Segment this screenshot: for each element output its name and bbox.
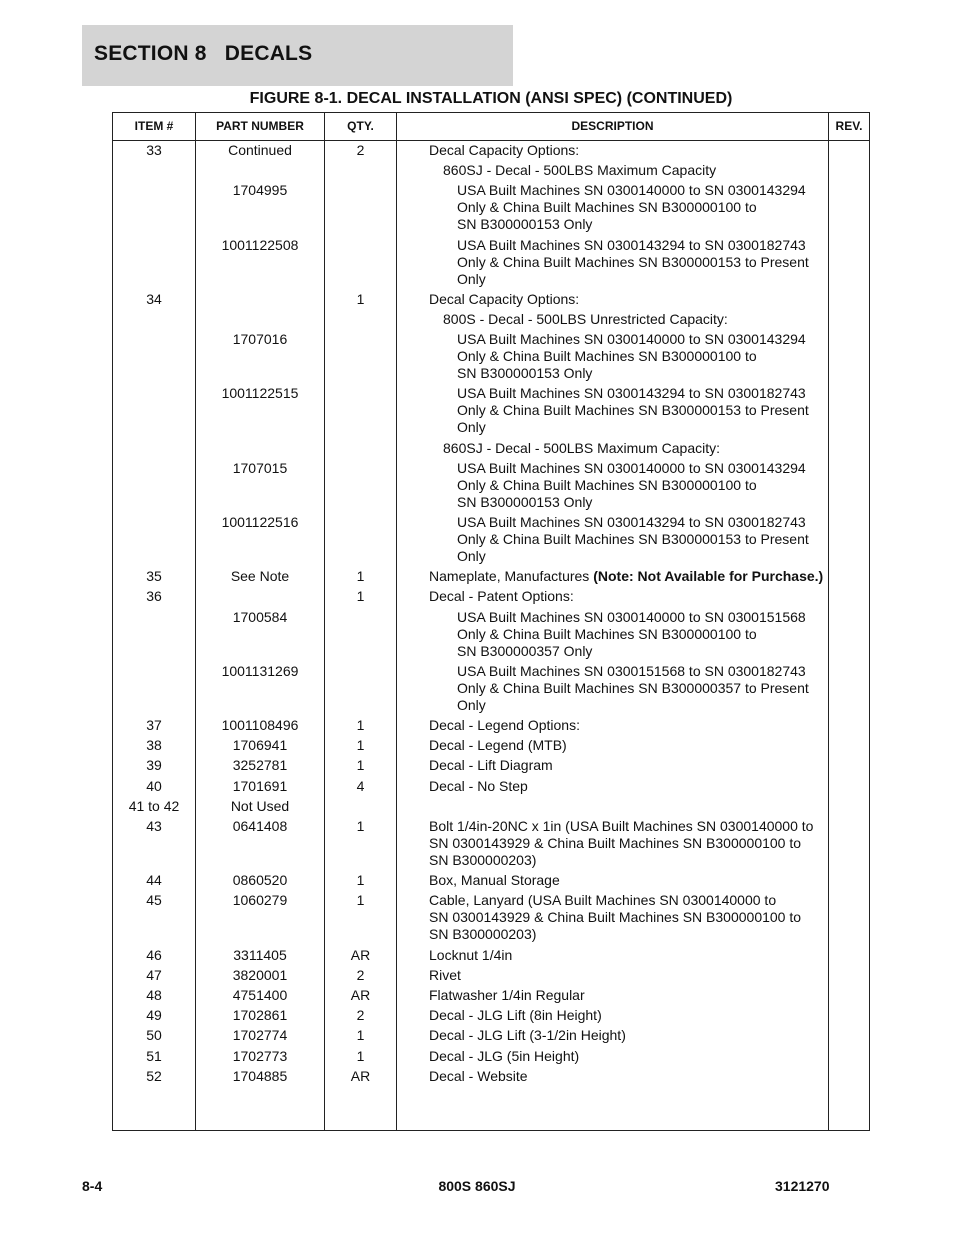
figure-title: FIGURE 8-1. DECAL INSTALLATION (ANSI SPEC) (CONTINUED) <box>249 90 733 107</box>
item-number: 40 <box>146 777 162 794</box>
description: USA Built Machines SN 0300143294 to SN 0300182743 Only & China Built Machines SN B300000153 to Present Only <box>457 385 809 436</box>
description-text: Nameplate, Manufactures <box>429 568 594 585</box>
part-number: 1704995 <box>232 182 288 199</box>
part-number: 1702774 <box>232 1027 288 1044</box>
part-number: 4751400 <box>232 987 288 1003</box>
part-number: 1001108496 <box>221 717 299 733</box>
quantity: 1 <box>356 757 365 774</box>
item-number: 41 to 42 <box>128 797 180 814</box>
description: USA Built Machines SN 0300143294 to SN 0300182743 Only & China Built Machines SN B300000153 to Present Only <box>457 514 809 564</box>
item-number: 34 <box>146 290 162 307</box>
part-number: 3820001 <box>232 966 288 983</box>
part-number: 0860520 <box>232 872 288 889</box>
description: USA Built Machines SN 0300140000 to SN 0300151568 Only & China Built Machines SN B300000100 to SN B300000357 Only <box>457 608 806 659</box>
item-number: 46 <box>146 946 162 963</box>
part-number: 1060279 <box>232 892 288 909</box>
quantity: AR <box>350 987 371 1003</box>
item-number: 38 <box>146 737 162 754</box>
item-number: 52 <box>146 1067 162 1084</box>
parts-table <box>112 112 870 1131</box>
part-number: 1702773 <box>232 1047 288 1064</box>
quantity: 2 <box>356 966 365 983</box>
description: Decal - Legend Options: <box>429 717 580 733</box>
item-number: 36 <box>146 588 162 605</box>
description: Cable, Lanyard (USA Built Machines SN 0300140000 to SN 0300143929 & China Built Machines SN B300000100 to SN B300000203) <box>429 892 802 943</box>
header-rev: REV. <box>835 119 863 133</box>
item-number: 33 <box>146 142 162 158</box>
header-divider <box>113 140 869 141</box>
part-number: 1707016 <box>232 331 288 348</box>
item-number: 51 <box>146 1047 162 1064</box>
header-description: DESCRIPTION <box>571 119 654 133</box>
quantity: 1 <box>356 568 365 585</box>
description: Decal - JLG Lift (8in Height) <box>429 1007 602 1024</box>
description-note: (Note: Not Available for Purchase.) <box>593 568 824 585</box>
quantity: AR <box>350 1067 371 1084</box>
description: Decal - Legend (MTB) <box>429 737 567 754</box>
description: 860SJ - Decal - 500LBS Maximum Capacity: <box>443 439 720 456</box>
item-number: 35 <box>146 568 162 585</box>
part-number: 1001122516 <box>221 514 299 530</box>
description: USA Built Machines SN 0300140000 to SN 0300143294 Only & China Built Machines SN B300000100 to SN B300000153 Only <box>457 459 806 510</box>
description: 800S - Decal - 500LBS Unrestricted Capacity: <box>443 311 728 327</box>
description: USA Built Machines SN 0300151568 to SN 0300182743 Only & China Built Machines SN B300000357 to Present Only <box>457 662 809 713</box>
item-number: 39 <box>146 757 162 774</box>
description: Decal - Patent Options: <box>429 588 574 605</box>
header-qty: QTY. <box>347 119 374 133</box>
quantity: 1 <box>356 818 365 834</box>
description: Decal - Lift Diagram <box>429 757 553 774</box>
part-number: 1001131269 <box>221 662 299 679</box>
part-number: 1001122508 <box>221 236 299 253</box>
quantity: 2 <box>356 1007 365 1024</box>
part-number: 3311405 <box>233 946 287 963</box>
item-number: 43 <box>146 818 162 834</box>
item-number: 37 <box>146 717 162 733</box>
description: Box, Manual Storage <box>429 872 560 889</box>
quantity: 1 <box>356 892 365 909</box>
footer-model: 800S 860SJ <box>438 1178 516 1194</box>
quantity: 1 <box>356 1027 365 1044</box>
description: Decal Capacity Options: <box>429 142 580 158</box>
item-number: 49 <box>146 1007 162 1024</box>
quantity: 1 <box>356 290 365 307</box>
part-number: 1702861 <box>232 1007 288 1024</box>
description: Decal - JLG (5in Height) <box>429 1047 580 1064</box>
item-number: 50 <box>146 1027 162 1044</box>
quantity: 1 <box>356 737 365 754</box>
quantity: 2 <box>356 142 365 158</box>
description: Rivet <box>429 966 461 983</box>
description: USA Built Machines SN 0300143294 to SN 0300182743 Only & China Built Machines SN B300000153 to Present Only <box>457 236 809 287</box>
description: Flatwasher 1/4in Regular <box>429 987 585 1003</box>
header-part-number: PART NUMBER <box>216 119 304 133</box>
description: USA Built Machines SN 0300140000 to SN 0300143294 Only & China Built Machines SN B300000100 to SN B300000153 Only <box>457 331 806 382</box>
part-number: 1001122515 <box>221 385 299 402</box>
description: Locknut 1/4in <box>429 946 513 963</box>
item-number: 48 <box>146 987 162 1003</box>
item-number: 47 <box>146 966 162 983</box>
column-divider <box>396 113 397 1130</box>
part-number: See Note <box>230 568 290 585</box>
part-number: 1704885 <box>232 1067 288 1084</box>
quantity: 4 <box>356 777 365 794</box>
description: Decal - No Step <box>429 777 528 794</box>
item-number: 44 <box>146 872 162 889</box>
section-header <box>82 25 513 86</box>
footer-page-number: 8-4 <box>82 1178 103 1194</box>
quantity: 1 <box>356 872 365 889</box>
part-number: 1701691 <box>232 777 288 794</box>
description <box>429 568 849 585</box>
footer-doc-number: 3121270 <box>775 1178 830 1194</box>
description: Decal - JLG Lift (3-1/2in Height) <box>429 1027 626 1044</box>
part-number: 1706941 <box>232 737 288 754</box>
section-title: SECTION 8 DECALS <box>94 42 313 65</box>
part-number: Continued <box>228 142 292 158</box>
description: Decal - Website <box>429 1067 528 1084</box>
quantity: 1 <box>356 717 365 733</box>
header-item: ITEM # <box>134 119 174 133</box>
quantity: 1 <box>356 1047 365 1064</box>
description: Decal Capacity Options: <box>429 290 580 307</box>
description: USA Built Machines SN 0300140000 to SN 0300143294 Only & China Built Machines SN B300000100 to SN B300000153 Only <box>457 182 806 233</box>
quantity: 1 <box>356 588 365 605</box>
part-number: Not Used <box>230 797 290 814</box>
item-number: 45 <box>146 892 162 909</box>
part-number: 3252781 <box>232 757 288 774</box>
part-number: 1700584 <box>232 608 288 625</box>
quantity: AR <box>350 946 371 963</box>
description: 860SJ - Decal - 500LBS Maximum Capacity <box>443 162 717 179</box>
part-number: 1707015 <box>232 459 288 476</box>
part-number: 0641408 <box>232 818 288 834</box>
description: Bolt 1/4in-20NC x 1in (USA Built Machines SN 0300140000 to SN 0300143929 & China Built Machines SN B300000100 to SN B300000203) <box>429 818 814 868</box>
